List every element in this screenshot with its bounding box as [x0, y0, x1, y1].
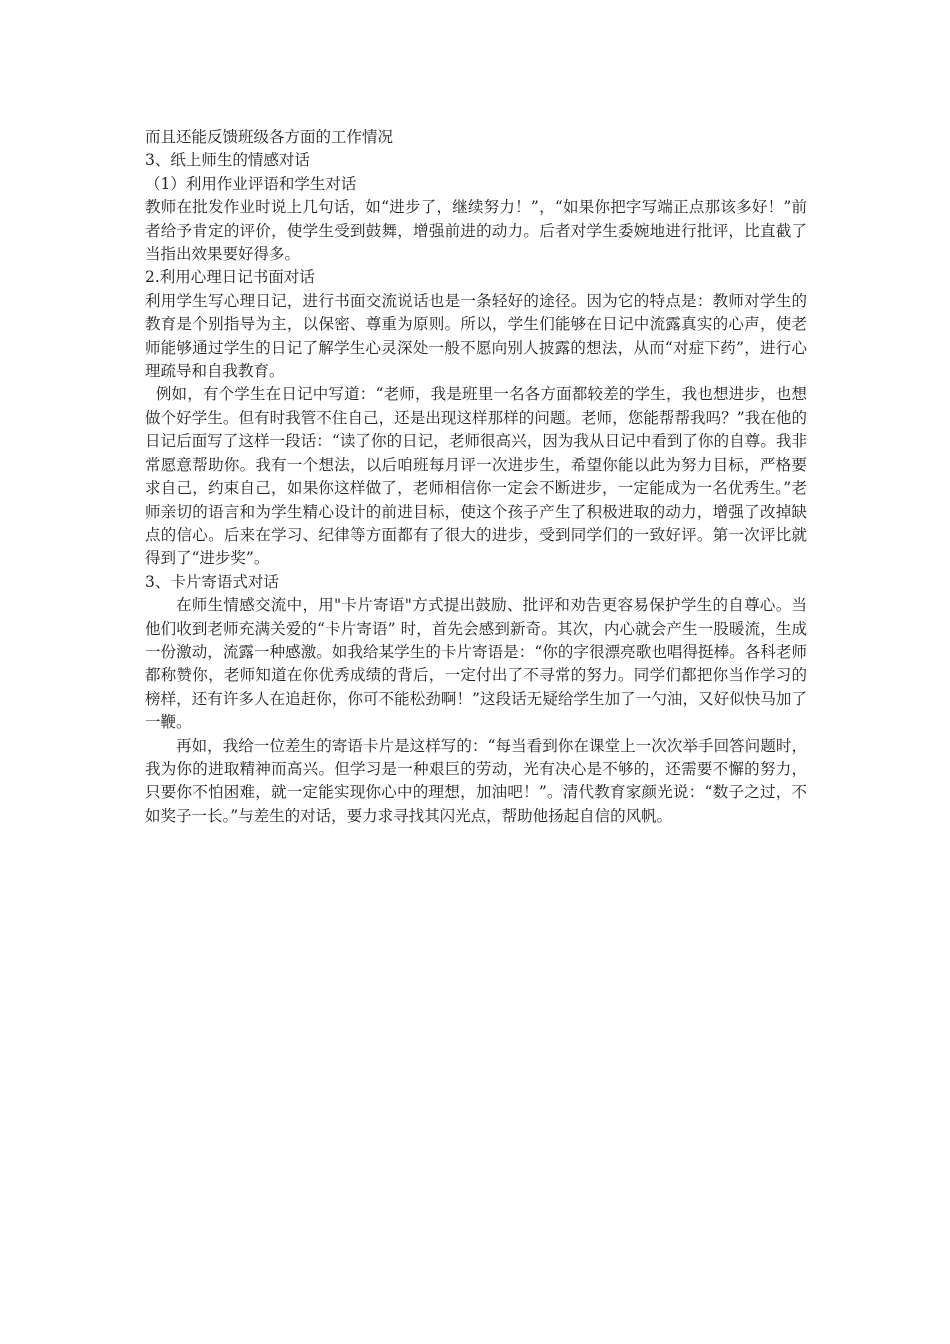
paragraph-diary-example: 例如，有个学生在日记中写道：“老师，我是班里一名各方面都较差的学生，我也想进步，也想做个好学生。但有时我管不住自己，还是出现这样那样的问题。老师，您能帮帮我吗？”我在他的日记后面写了这样一段话：“读了你的日记，老师很高兴，因为我从日记中看到了你的自尊。我非常愿意帮助你。我有一个想法，以后咱班每月评一次进步生，希望你能以此为努力目标，严格要求自己，约束自己，如果你这样做了，老师相信你一定会不断进步，一定能成为一名优秀生。”老师亲切的语言和为学生精心设计的前进目标，使这个孩子产生了积极进取的动力，增强了改掉缺点的信心。后来在学习、纪律等方面都有了很大的进步，受到同学们的一致好评。第一次评比就得到了“进步奖”。 — [145, 385, 807, 568]
section-heading-paper-dialogue: 3、纸上师生的情感对话 — [145, 151, 310, 170]
document-body — [145, 126, 807, 828]
paragraph-psych-diary: 利用学生写心理日记，进行书面交流说话也是一条轻好的途径。因为它的特点是：教师对学生的教育是个别指导为主，以保密、尊重为原则。所以，学生们能够在日记中流露真实的心声，使老师能够通过学生的日记了解学生心灵深处一般不愿向别人披露的想法，从而“对症下药”，进行心理疏导和自我教育。 — [145, 291, 807, 381]
paragraph-card-messages: 在师生情感交流中，用"卡片寄语"方式提出鼓励、批评和劝告更容易保护学生的自尊心。当他们收到老师充满关爱的“卡片寄语” 时，首先会感到新奇。其次，内心就会产生一股暖流，生成一份激动，流露一种感激。如我给某学生的卡片寄语是：“你的字很漂亮歌也唱得挺棒。各科老师都称赞你，老师知道在你优秀成绩的背后，一定付出了不寻常的努力。同学们都把你当作学习的榜样，还有许多人在追赶你，你可不能松劲啊！”这段话无疑给学生加了一勺油，又好似快马加了一鞭。 — [145, 596, 807, 732]
paragraph-continuation: 而且还能反馈班级各方面的工作情况 — [145, 128, 394, 146]
section-heading-card-messages: 3、卡片寄语式对话 — [145, 572, 279, 591]
subheading-homework-comments: （1）利用作业评语和学生对话 — [145, 174, 357, 193]
paragraph-card-example: 再如，我给一位差生的寄语卡片是这样写的：“每当看到你在课堂上一次次举手回答问题时，我为你的进取精神而高兴。但学习是一种艰巨的劳动，光有决心是不够的，还需要不懈的努力，只要你不怕困难，就一定能实现你心中的理想，加油吧！”。清代教育家颜光说：“数子之过，不如奖子一长。”与差生的对话，要力求寻找其闪光点，帮助他扬起自信的风帆。 — [145, 736, 807, 825]
subheading-psych-diary: 2.利用心理日记书面对话 — [145, 268, 315, 287]
paragraph-homework-comments: 教师在批发作业时说上几句话，如“进步了，继续努力！”，“如果你把字写端正点那该多好！”前者给予肯定的评价，使学生受到鼓舞，增强前进的动力。后者对学生委婉地进行批评，比直截了当指出效果要好得多。 — [145, 198, 807, 264]
